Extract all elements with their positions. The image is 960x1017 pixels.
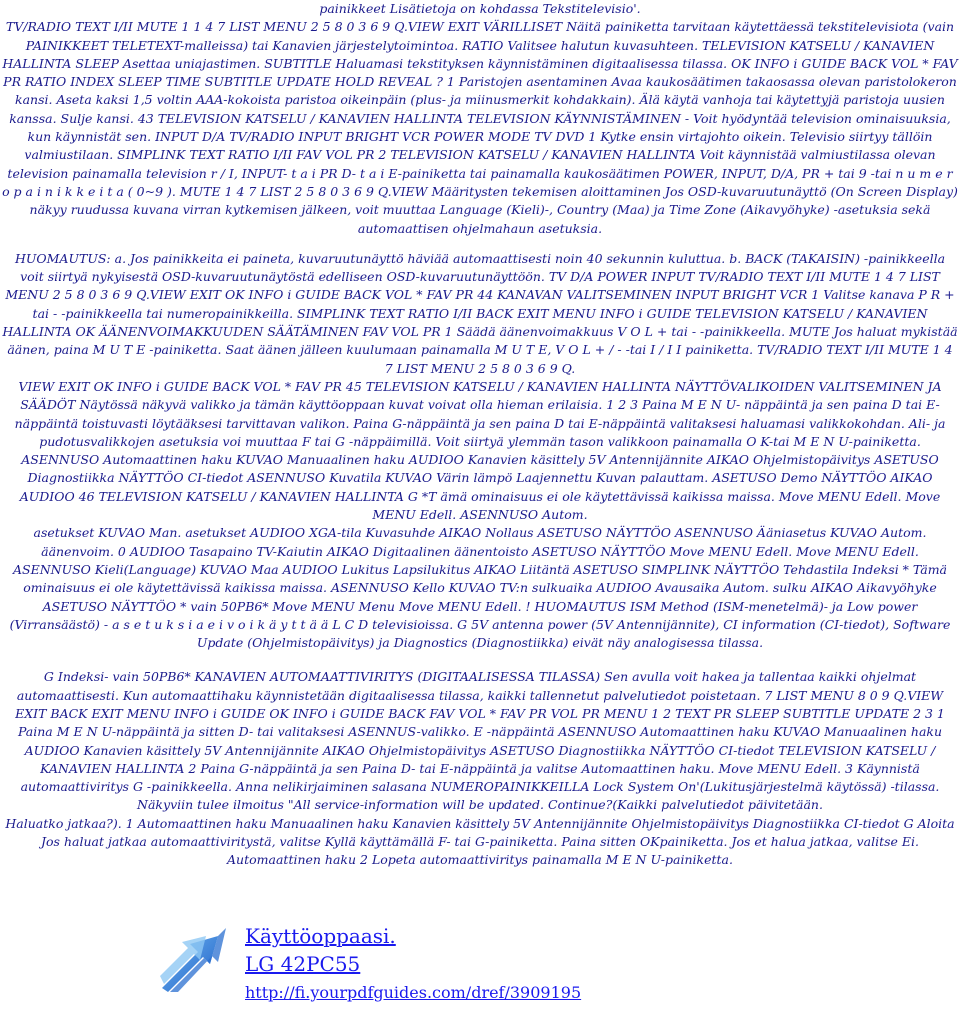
paragraph-8: Haluatko jatkaa?). 1 Automaattinen haku Manuaalinen haku Kanavien käsittely 5V Antennijännite Ohjelmistopäivitys Diagnostiikka CI-tiedot G Aloita Jos haluat jatkaa automaattiviritystä, valitse Kyllä käyttämällä F- tai G-painiketta. Paina sitten OKpainiketta. Jos et halua jatkaa, valitse Ei. Automaattinen haku 2 Lopeta automaattiviritys painamalla M E N U-painiketta. [5,815,955,868]
footer-links [245,922,581,1006]
spacer [0,652,960,668]
paragraph-4: VIEW EXIT OK INFO i GUIDE BACK VOL * FAV PR 45 TELEVISION KATSELU / KANAVIEN HALLINTA NÄYTTÖVALIKOIDEN VALITSEMINEN JA SÄÄDÖT Näytössä näkyvä valikko ja tämän käyttöoppaan kuvat voivat olla hieman erilaisia. 1 2 3 Paina M E N U- näppäintä ja sen paina D tai E-näppäintä toistuvasti löytääksesi tarvittavan valikon. Paina G-näppäintä ja sen paina D tai E-näppäintä valitaksesi haluamasi valikkokohdan. Ali- ja pudotusvalikkojen asetuksia voi muuttaa F tai G -näppäimillä. Voit siirtyä ylemmän tason valikkoon painamalla O K-tai M E N U-painiketta. [14,378,946,449]
source-url-link[interactable]: http://fi.yourpdfguides.com/dref/3909195 [245,983,582,1002]
paragraph-6: asetukset KUVAO Man. asetukset AUDIOO XGA-tila Kuvasuhde AIKAO Nollaus ASETUSO NÄYTTÖO ASENNUSO Ääniasetus KUVAO Autom. äänenvoim. 0 AUDIOO Tasapaino TV-Kaiutin AIKAO Digitaalinen äänentoisto ASETUSO NÄYTTÖO Move MENU Edell. Move MENU Edell. ASENNUSO Kieli(Language) KUVAO Maa AUDIOO Lukitus Lapsilukitus AIKAO Liitäntä ASETUSO SIMPLINK NÄYTTÖO Tehdastila Indeksi * Tämä ominaisuus ei ole käytettävissä kaikissa maissa. ASENNUSO Kello KUVAO TV:n sulkuaika AUDIOO Avausaika Autom. sulku AIKAO Aikavyöhyke ASETUSO NÄYTTÖO * vain 50PB6* Move MENU Menu Move MENU Edell. ! HUOMAUTUS ISM Method (ISM-menetelmä)- ja Low power (Virransäästö) - a s e t u k s i a e i v o i k ä y t t ä ä L C D televisioissa. G 5V antenna power (5V Antennijännite), CI information (CI-tiedot), Software Update (Ohjelmistopäivitys) ja Diagnostics (Diagnostiikka) eivät näy analogisessa tilassa. [9,525,951,651]
product-model-link[interactable]: LG 42PC55 [245,952,361,976]
paragraph-3: HUOMAUTUS: a. Jos painikkeita ei paineta, kuvaruutunäyttö häviää automaattisesti noin 40 sekunnin kuluttua. b. BACK (TAKAISIN) -painikkeella voit siirtyä nykyisestä OSD-kuvaruutunäytöstä edelliseen OSD-kuvaruutunäyttöön. TV D/A POWER INPUT TV/RADIO TEXT I/II MUTE 1 4 7 LIST MENU 2 5 8 0 3 6 9 Q.VIEW EXIT OK INFO i GUIDE BACK VOL * FAV PR 44 KANAVAN VALITSEMINEN INPUT BRIGHT VCR 1 Valitse kanava P R + tai - -painikkeella tai numeropainikkeilla. SIMPLINK TEXT RATIO I/II BACK EXIT MENU INFO i GUIDE TELEVISION KATSELU / KANAVIEN HALLINTA OK ÄÄNENVOIMAKKUUDEN SÄÄTÄMINEN FAV VOL PR 1 Säädä äänenvoimakkuus V O L + tai - -painikkeella. MUTE Jos haluat mykistää äänen, paina M U T E -painiketta. Saat äänen jälleen kuulumaan painamalla M U T E, V O L + / - -tai I / I I painiketta. TV/RADIO TEXT I/II MUTE 1 4 7 LIST MENU 2 5 8 0 3 6 9 Q. [2,250,958,376]
paragraph-5: ASENNUSO Automaattinen haku KUVAO Manuaalinen haku AUDIOO Kanavien käsittely 5V Antennijännite AIKAO Ohjelmistopäivitys ASETUSO Diagnostiikka NÄYTTÖO CI-tiedot ASENNUSO Kuvatila KUVAO Värin lämpö Laajennettu Kuvan palauttam. ASETUSO Demo NÄYTTÖO AIKAO AUDIOO 46 TELEVISION KATSELU / KANAVIEN HALLINTA G *T ämä ominaisuus ei ole käytettävissä kaikissa maissa. Move MENU Edell. Move MENU Edell. ASENNUSO Autom. [19,452,941,523]
paragraph-1: painikkeet Lisätietoja on kohdassa Tekstitelevisio'. [319,1,641,16]
paragraph-7: G Indeksi- vain 50PB6* KANAVIEN AUTOMAATTIVIRITYS (DIGITAALISESSA TILASSA) Sen avulla voit hakea ja tallentaa kaikki ohjelmat automaattisesti. Kun automaattihaku käynnistetään digitaalisessa tilassa, kaikki tallennetut palvelutiedot poistetaan. 7 LIST MENU 8 0 9 Q.VIEW EXIT BACK EXIT MENU INFO i GUIDE OK INFO i GUIDE BACK FAV VOL * FAV PR VOL PR MENU 1 2 TEXT PR SLEEP SUBTITLE UPDATE 2 3 1 Paina M E N U-näppäintä ja sitten D- tai valitaksesi ASENNUS-valikko. E -näppäintä ASENNUSO Automaattinen haku KUVAO Manuaalinen haku AUDIOO Kanavien käsittely 5V Antennijännite AIKAO Ohjelmistopäivitys ASETUSO Diagnostiikka NÄYTTÖO CI-tiedot TELEVISION KATSELU / KANAVIEN HALLINTA 2 Paina G-näppäintä ja sen Paina D- tai E-näppäintä ja valitse Automaattinen haku. Move MENU Edell. 3 Käynnistä automaattiviritys G -painikkeella. Anna nelikirjaiminen salasana NUMEROPAINIKKEILLA Lock System On'(Lukitusjärjestelmä käytössä) -tilassa. Näkyviin tulee ilmoitus "All service-information will be updated. Continue?(Kaikki palvelutiedot päivitetään. [15,669,945,813]
footer [160,918,620,1013]
manual-arrow-logo-icon [160,918,236,994]
spacer [0,238,960,250]
manual-title-link[interactable]: Käyttöoppaasi. [245,924,396,948]
paragraph-2: TV/RADIO TEXT I/II MUTE 1 1 4 7 LIST MENU 2 5 8 0 3 6 9 Q.VIEW EXIT VÄRILLISET Näitä painiketta tarvitaan käytettäessä tekstitelevisiota (vain PAINIKKEET TELETEXT-malleissa) tai Kanavien järjestelytoimintoa. RATIO Valitsee halutun kuvasuhteen. TELEVISION KATSELU / KANAVIEN HALLINTA SLEEP Asettaa uniajastimen. SUBTITLE Haluamasi tekstityksen käynnistäminen digitaalisessa tilassa. OK INFO i GUIDE BACK VOL * FAV PR RATIO INDEX SLEEP TIME SUBTITLE UPDATE HOLD REVEAL ? 1 Paristojen asentaminen Avaa kaukosäätimen takaosassa olevan paristolokeron kansi. Aseta kaksi 1,5 voltin AAA-kokoista paristoa oikeinpäin (plus- ja miinusmerkit kohdakkain). Älä käytä vanhoja tai käytettyjä paristoja uusien kanssa. Sulje kansi. 43 TELEVISION KATSELU / KANAVIEN HALLINTA TELEVISION KÄYNNISTÄMINEN - Voit hyödyntää television ominaisuuksia, kun käynnistät sen. INPUT D/A TV/RADIO INPUT BRIGHT VCR POWER MODE TV DVD 1 Kytke ensin virtajohto oikein. Televisio siirtyy tällöin valmiustilaan. SIMPLINK TEXT RATIO I/II FAV VOL PR 2 TELEVISION KATSELU / KANAVIEN HALLINTA Voit käynnistää valmiustilassa olevan television painamalla television r / I, INPUT- t a i PR D- t a i E-painiketta tai painamalla kaukosäätimen POWER, INPUT, D/A, PR + tai 9 -tai n u m e r o p a i n i k k e i t a ( 0~9 ). MUTE 1 4 7 LIST 2 5 8 0 3 6 9 Q.VIEW Määritysten tekemisen aloittaminen Jos OSD-kuvaruutunäyttö (On Screen Display) näkyy ruudussa kuvana virran kytkemisen jälkeen, voit muuttaa Language (Kieli)-, Country (Maa) ja Time Zone (Aikavyöhyke) -asetuksia sekä automaattisen ohjelmahaun asetuksia. [2,19,958,236]
